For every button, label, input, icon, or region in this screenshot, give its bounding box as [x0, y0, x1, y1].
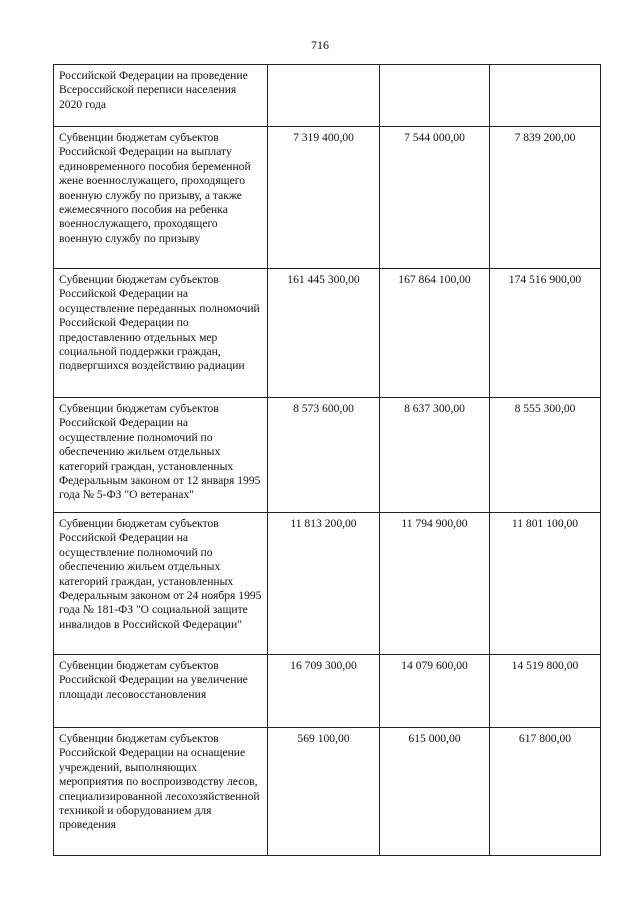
- value-2019: 161 445 300,00: [268, 269, 380, 398]
- value-2019: 11 813 200,00: [268, 513, 380, 655]
- value-2020: 167 864 100,00: [380, 269, 490, 398]
- value-2021: [490, 65, 601, 127]
- value-2019: 8 573 600,00: [268, 398, 380, 513]
- value-2021: 14 519 800,00: [490, 655, 601, 728]
- table-row: [54, 269, 601, 398]
- budget-table: [53, 64, 601, 856]
- value-2020: 7 544 000,00: [380, 127, 490, 269]
- table-row: [54, 728, 601, 856]
- page-number: 716: [311, 38, 329, 52]
- table-row: [54, 513, 601, 655]
- value-2021: 174 516 900,00: [490, 269, 601, 398]
- row-description: Субвенции бюджетам субъектов Российской Федерации на осуществление полномочий по обеспечению жильем отдельных категорий граждан, установленных Федеральным законом от 12 января 1995 года № 5-ФЗ "О ветеранах": [54, 398, 268, 513]
- row-description: Российской Федерации на проведение Всероссийской переписи населения 2020 года: [54, 65, 268, 127]
- value-2020: 8 637 300,00: [380, 398, 490, 513]
- value-2019: [268, 65, 380, 127]
- value-2021: 7 839 200,00: [490, 127, 601, 269]
- table-row: [54, 65, 601, 127]
- value-2020: 615 000,00: [380, 728, 490, 856]
- value-2020: 14 079 600,00: [380, 655, 490, 728]
- value-2020: 11 794 900,00: [380, 513, 490, 655]
- value-2020: [380, 65, 490, 127]
- value-2019: 16 709 300,00: [268, 655, 380, 728]
- table-row: [54, 655, 601, 728]
- row-description: Субвенции бюджетам субъектов Российской Федерации на выплату единовременного пособия беременной жене военнослужащего, проходящего военную службу по призыву, а также ежемесячного пособия на ребенка военнослужащего, проходящего военную службу по призыву: [54, 127, 268, 269]
- row-description: Субвенции бюджетам субъектов Российской Федерации на оснащение учреждений, выполняющих мероприятия по воспроизводству лесов, специализированной лесохозяйственной техникой и оборудованием для проведения: [54, 728, 268, 856]
- value-2021: 11 801 100,00: [490, 513, 601, 655]
- row-description: Субвенции бюджетам субъектов Российской Федерации на осуществление полномочий по обеспечению жильем отдельных категорий граждан, установленных Федеральным законом от 24 ноября 1995 года № 181-ФЗ "О социальной защите инвалидов в Российской Федерации": [54, 513, 268, 655]
- value-2019: 7 319 400,00: [268, 127, 380, 269]
- table-row: [54, 127, 601, 269]
- value-2021: 617 800,00: [490, 728, 601, 856]
- row-description: Субвенции бюджетам субъектов Российской Федерации на осуществление переданных полномочий Российской Федерации по предоставлению отдельных мер социальной поддержки граждан, подвергшихся воздействию радиации: [54, 269, 268, 398]
- row-description: Субвенции бюджетам субъектов Российской Федерации на увеличение площади лесовосстановления: [54, 655, 268, 728]
- value-2019: 569 100,00: [268, 728, 380, 856]
- value-2021: 8 555 300,00: [490, 398, 601, 513]
- table-row: [54, 398, 601, 513]
